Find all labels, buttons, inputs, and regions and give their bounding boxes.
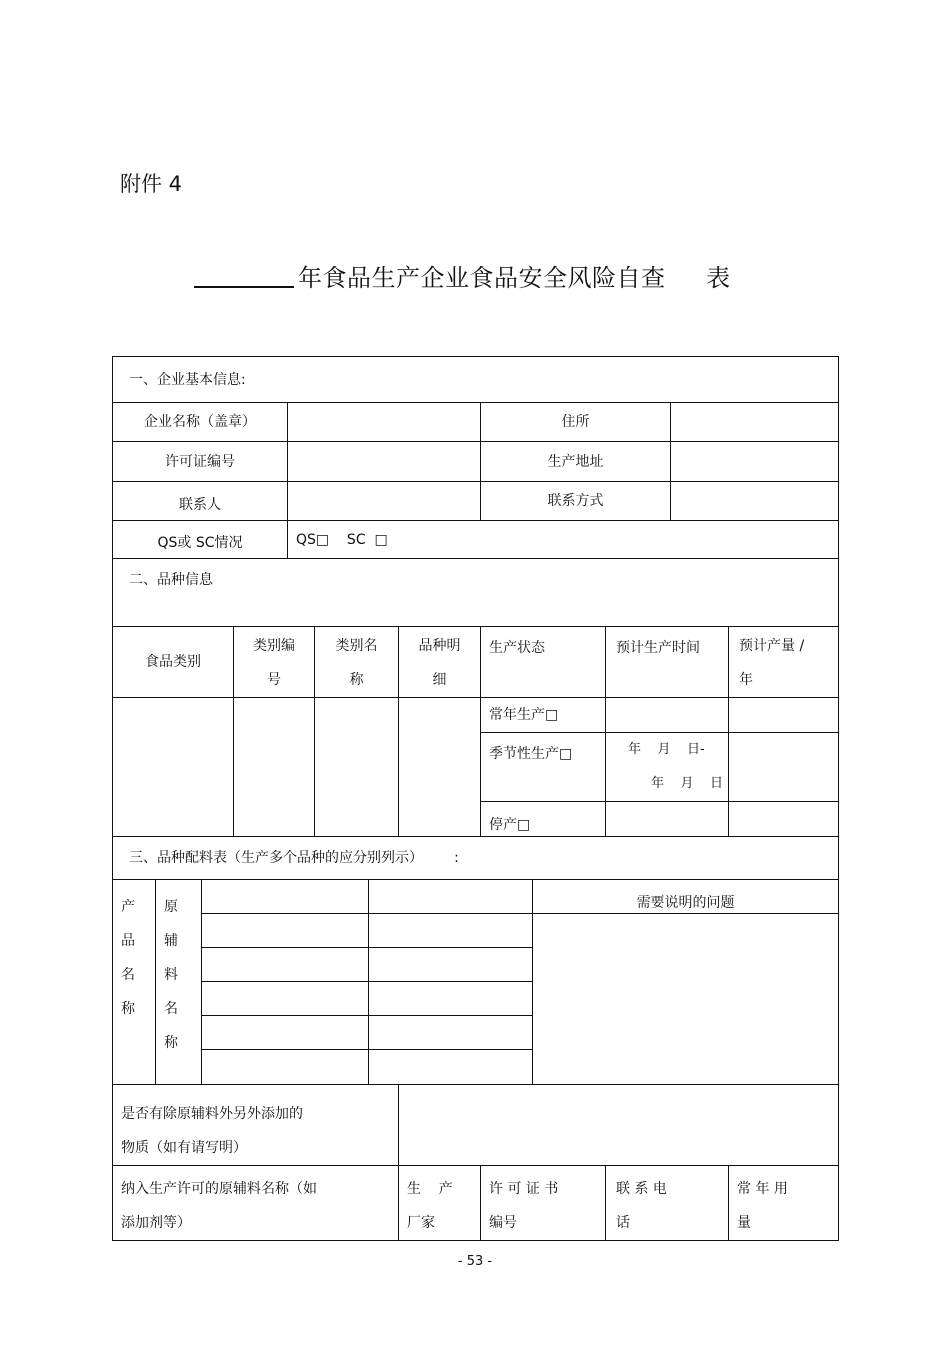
section3-heading: 三、品种配料表（生产多个品种的应分别列示） : bbox=[113, 837, 839, 880]
ingredient-cell[interactable] bbox=[202, 948, 369, 982]
contact-method-value[interactable] bbox=[671, 482, 839, 521]
col-production-status: 生产状态 bbox=[481, 627, 606, 698]
ingredient-cell[interactable] bbox=[369, 880, 533, 914]
qs-sc-checkboxes[interactable]: QS□ SC □ bbox=[288, 521, 839, 559]
category-name-value[interactable] bbox=[315, 698, 399, 837]
production-address-value[interactable] bbox=[671, 442, 839, 482]
address-value[interactable] bbox=[671, 403, 839, 442]
additive-question: 是否有除原辅料外另外添加的 物质（如有请写明） bbox=[113, 1085, 399, 1166]
category-no-value[interactable] bbox=[234, 698, 315, 837]
page-title: 年食品生产企业食品安全风险自查 表 bbox=[298, 264, 731, 292]
ingredient-cell[interactable] bbox=[369, 948, 533, 982]
raw-material-label: 原 辅 料 名 称 bbox=[156, 880, 202, 1085]
attachment-label: 附件 4 bbox=[120, 172, 183, 196]
food-category-value[interactable] bbox=[113, 698, 234, 837]
issues-header: 需要说明的问题 bbox=[533, 880, 839, 914]
ingredient-cell[interactable] bbox=[369, 982, 533, 1016]
col-planned-output: 预计产量 / 年 bbox=[729, 627, 839, 698]
stopped-output-value[interactable] bbox=[729, 802, 839, 837]
license-no-label: 许可证编号 bbox=[113, 442, 288, 482]
status-stopped-checkbox[interactable]: 停产□ bbox=[481, 802, 606, 837]
production-address-label: 生产地址 bbox=[481, 442, 671, 482]
contact-phone-label: 联 系 电 话 bbox=[606, 1166, 729, 1241]
ingredient-cell[interactable] bbox=[202, 880, 369, 914]
year-blank-line bbox=[194, 286, 294, 288]
ingredient-cell[interactable] bbox=[369, 914, 533, 948]
issues-value[interactable] bbox=[533, 914, 839, 1085]
contact-person-value[interactable] bbox=[288, 482, 481, 521]
yearround-output-value[interactable] bbox=[729, 698, 839, 733]
company-name-value[interactable] bbox=[288, 403, 481, 442]
seasonal-time-range[interactable]: 年 月 日- 年 月 日 bbox=[606, 733, 729, 802]
yearround-time-value[interactable] bbox=[606, 698, 729, 733]
ingredient-cell[interactable] bbox=[369, 1016, 533, 1050]
status-seasonal-checkbox[interactable]: 季节性生产□ bbox=[481, 733, 606, 802]
ingredient-cell[interactable] bbox=[369, 1050, 533, 1085]
contact-method-label: 联系方式 bbox=[481, 482, 671, 521]
ingredient-cell[interactable] bbox=[202, 1050, 369, 1085]
license-cert-label: 许 可 证 书 编号 bbox=[481, 1166, 606, 1241]
variety-detail-value[interactable] bbox=[399, 698, 481, 837]
col-planned-time: 预计生产时间 bbox=[606, 627, 729, 698]
self-inspection-form bbox=[112, 356, 839, 1241]
seasonal-output-value[interactable] bbox=[729, 733, 839, 802]
manufacturer-label: 生 产 厂家 bbox=[399, 1166, 481, 1241]
license-no-value[interactable] bbox=[288, 442, 481, 482]
col-variety-detail: 品种明 细 bbox=[399, 627, 481, 698]
company-name-label: 企业名称（盖章） bbox=[113, 403, 288, 442]
col-category-no: 类别编 号 bbox=[234, 627, 315, 698]
product-name-label: 产 品 名 称 bbox=[113, 880, 156, 1085]
page-number: - 53 - bbox=[457, 1254, 493, 1269]
qs-sc-label: QS或 SC情况 bbox=[113, 521, 288, 559]
section2-heading: 二、品种信息 bbox=[113, 559, 839, 627]
ingredient-cell[interactable] bbox=[202, 982, 369, 1016]
address-label: 住所 bbox=[481, 403, 671, 442]
col-category-name: 类别名 称 bbox=[315, 627, 399, 698]
ingredient-cell[interactable] bbox=[202, 914, 369, 948]
contact-person-label: 联系人 bbox=[113, 482, 288, 521]
annual-usage-label: 常 年 用 量 bbox=[729, 1166, 839, 1241]
stopped-time-value[interactable] bbox=[606, 802, 729, 837]
licensed-material-label: 纳入生产许可的原辅料名称（如 添加剂等） bbox=[113, 1166, 399, 1241]
status-yearround-checkbox[interactable]: 常年生产□ bbox=[481, 698, 606, 733]
section1-heading: 一、企业基本信息: bbox=[113, 357, 839, 403]
col-food-category: 食品类别 bbox=[113, 627, 234, 698]
ingredient-cell[interactable] bbox=[202, 1016, 369, 1050]
additive-answer[interactable] bbox=[399, 1085, 839, 1166]
